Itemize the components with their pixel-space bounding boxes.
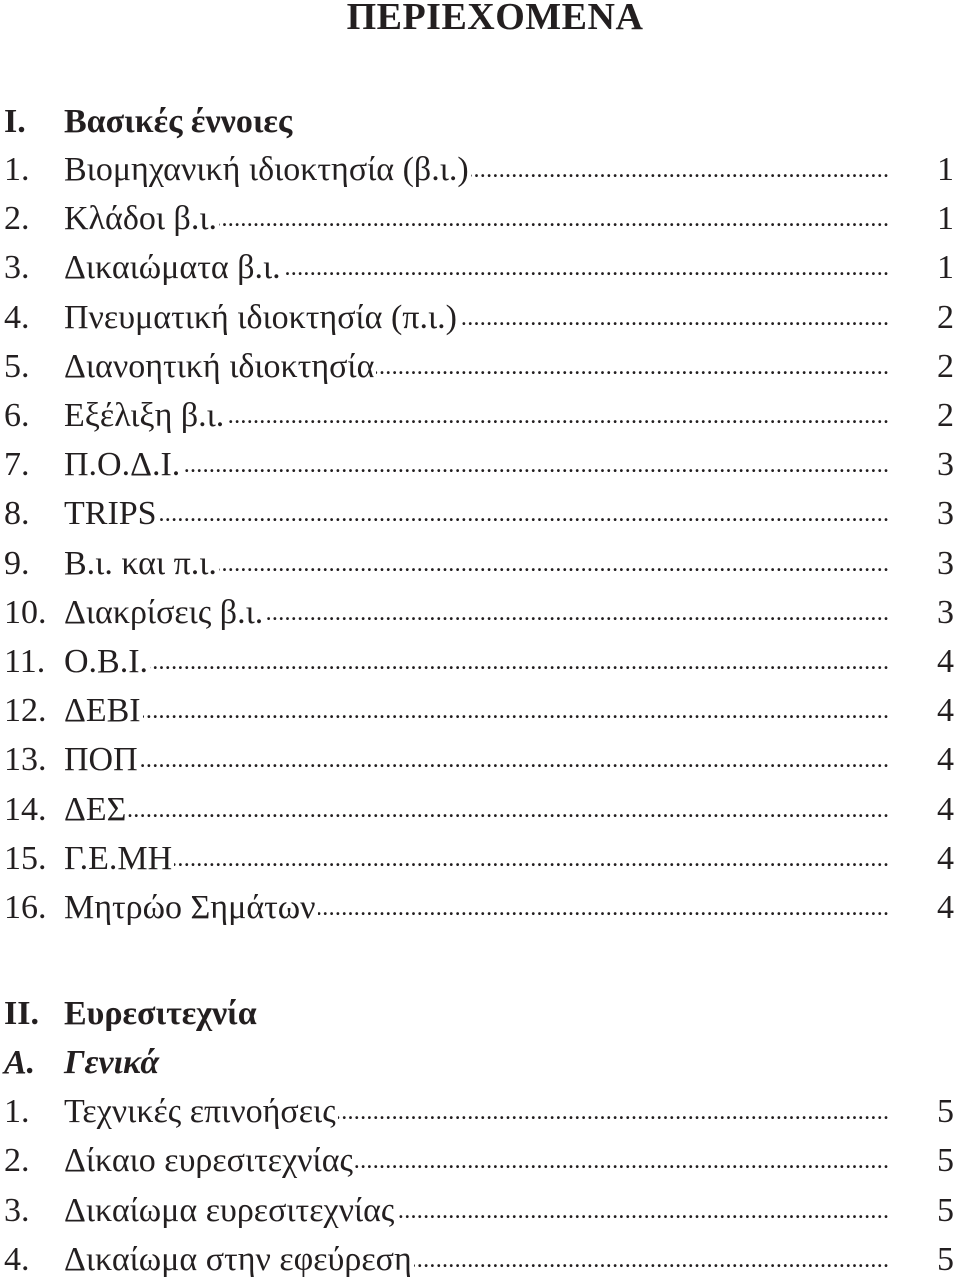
entry-number: 11. [4,643,46,680]
entry-title: Βιομηχανική ιδιοκτησία (β.ι.) [64,151,469,188]
entry-title: Κλάδοι β.ι. [64,200,217,238]
entry-page-number: 1 [937,151,954,188]
entry-number: 7. [4,446,30,484]
entry-page-number: 2 [937,397,954,434]
toc-entry[interactable] [0,296,960,340]
entry-leader [64,788,890,832]
entry-number: 2. [4,200,30,238]
entry-page-number: 5 [937,1240,954,1278]
section-title: Ευρεσιτεχνία [64,995,257,1032]
entry-number: 12. [4,692,47,730]
entry-leader [64,246,890,290]
entry-number: 13. [4,741,47,779]
entry-number: 16. [4,889,47,926]
entry-number: 15. [4,839,47,877]
toc-entry[interactable] [0,1189,960,1233]
entry-leader [64,886,890,930]
entry-title: ΔΕΣ [64,790,127,828]
entry-number: 2. [4,1142,30,1180]
entry-title: Μητρώο Σημάτων [64,889,316,926]
toc-entry[interactable] [0,1090,960,1134]
toc-entry[interactable] [0,788,960,832]
entry-number: 9. [4,544,30,582]
entry-number: 14. [4,790,47,828]
entry-page-number: 3 [937,446,954,484]
entry-number: 5. [4,347,30,385]
entry-leader [64,1189,890,1233]
entry-number: 10. [4,593,47,631]
entry-title: Πνευματική ιδιοκτησία (π.ι.) [64,298,457,336]
entry-page-number: 4 [937,889,954,926]
entry-page-number: 3 [937,544,954,582]
toc-entry[interactable] [0,197,960,241]
entry-leader [64,148,890,192]
toc-entry[interactable] [0,689,960,733]
toc-entry[interactable] [0,1139,960,1183]
toc-entry[interactable] [0,886,960,930]
entry-number: 3. [4,249,30,287]
entry-title: Εξέλιξη β.ι. [64,397,225,434]
entry-leader [64,837,890,881]
entry-page-number: 4 [937,790,954,828]
section-title: Βασικές έννοιες [64,103,293,140]
page-title: ΠΕΡΙΕΧΟΜΕΝΑ [346,0,644,38]
entry-leader [64,1238,890,1282]
section-heading-2 [0,992,960,1036]
entry-leader [64,296,890,340]
entry-page-number: 4 [937,741,954,779]
entry-title: Διανοητική ιδιοκτησία [64,347,375,385]
entry-title: Δικαίωμα στην εφεύρεση [64,1240,412,1278]
toc-entry[interactable] [0,148,960,192]
section-numeral: II. [4,995,39,1032]
entry-page-number: 5 [937,1191,954,1229]
entry-title: Τεχνικές επινοήσεις [64,1093,336,1130]
entry-leader [64,640,890,684]
entry-title: Διακρίσεις β.ι. [64,593,264,631]
entry-page-number: 3 [937,593,954,631]
subsection-heading [0,1041,960,1085]
toc-entry[interactable] [0,492,960,536]
entry-page-number: 2 [937,298,954,336]
entry-page-number: 4 [937,692,954,730]
section-numeral: I. [4,103,26,140]
entry-page-number: 4 [937,643,954,680]
entry-title: Δικαιώματα β.ι. [64,249,281,287]
entry-leader [64,542,890,586]
entry-leader [64,738,890,782]
entry-title: TRIPS [64,495,157,533]
entry-leader [64,492,890,536]
entry-leader [64,689,890,733]
toc-entry[interactable] [0,394,960,438]
entry-leader [64,394,890,438]
entry-leader [64,591,890,635]
toc-entry[interactable] [0,837,960,881]
entry-number: 1. [4,1093,30,1130]
toc-entry[interactable] [0,443,960,487]
toc-entry[interactable] [0,1238,960,1282]
entry-title: Π.Ο.Δ.Ι. [64,446,181,484]
entry-page-number: 5 [937,1142,954,1180]
subsection-title: Γενικά [64,1044,160,1081]
subsection-letter: Α. [4,1044,36,1081]
entry-page-number: 5 [937,1093,954,1130]
entry-title: ΠΟΠ [64,741,138,779]
entry-number: 4. [4,298,30,336]
toc-entry[interactable] [0,542,960,586]
entry-leader [64,345,890,389]
entry-title: ΔΕΒΙ [64,692,141,730]
entry-leader [64,1090,890,1134]
entry-page-number: 2 [937,347,954,385]
toc-entry[interactable] [0,738,960,782]
entry-title: Β.ι. και π.ι. [64,544,217,582]
entry-number: 6. [4,397,30,434]
entry-page-number: 1 [937,200,954,238]
entry-number: 1. [4,151,30,188]
entry-title: Γ.Ε.ΜΗ [64,839,173,877]
toc-entry[interactable] [0,345,960,389]
section-heading-1 [0,100,960,144]
entry-leader [64,1139,890,1183]
entry-number: 4. [4,1240,30,1278]
entry-number: 8. [4,495,30,533]
entry-title: Δίκαιο ευρεσιτεχνίας [64,1142,353,1180]
entry-number: 3. [4,1191,30,1229]
toc-entry[interactable] [0,640,960,684]
entry-page-number: 1 [937,249,954,287]
toc-entry[interactable] [0,591,960,635]
entry-page-number: 4 [937,839,954,877]
entry-title: Δικαίωμα ευρεσιτεχνίας [64,1191,395,1229]
entry-title: Ο.Β.Ι. [64,643,149,680]
entry-leader [64,197,890,241]
entry-leader [64,443,890,487]
entry-page-number: 3 [937,495,954,533]
toc-entry[interactable] [0,246,960,290]
